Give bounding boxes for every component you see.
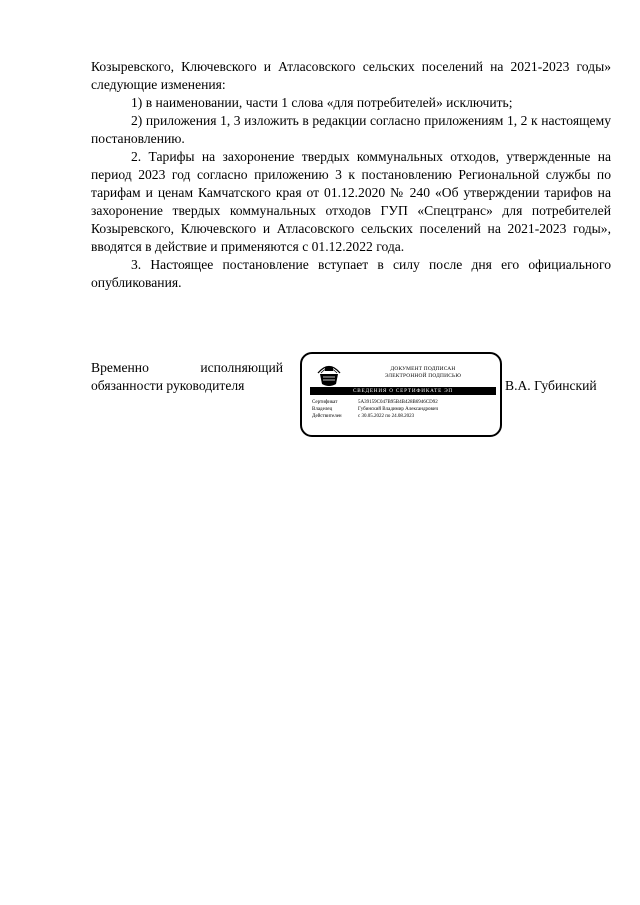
paragraph-item-2: 2) приложения 1, 3 изложить в редакции согласно приложениям 1, 2 к настоящему постановлению. bbox=[91, 113, 611, 146]
stamp-row-value: с 30.05.2022 по 24.08.2023 bbox=[358, 414, 415, 419]
signer-position-line-2: обязанности руководителя bbox=[91, 378, 245, 393]
signer-position-line-1 bbox=[91, 359, 283, 377]
stamp-header-line-1: ДОКУМЕНТ ПОДПИСАН bbox=[390, 366, 456, 372]
signer-position-word-1: Временно bbox=[91, 360, 149, 375]
document-body bbox=[91, 58, 611, 292]
stamp-row-key: Владелец bbox=[312, 407, 333, 412]
paragraph-item-1: 1) в наименовании, части 1 слова «для потребителей» исключить; bbox=[131, 95, 513, 110]
stamp-row-value: Губинский Владимир Александрович bbox=[358, 407, 439, 412]
stamp-row-owner bbox=[312, 406, 498, 413]
paragraph-intro: Козыревского, Ключевского и Атласовского сельских поселений на 2021-2023 годы» следующие изменения: bbox=[91, 59, 611, 92]
stamp-certificate-bar: СВЕДЕНИЯ О СЕРТИФИКАТЕ ЭП bbox=[310, 387, 496, 395]
stamp-row-validity bbox=[312, 413, 498, 420]
coat-of-arms-icon bbox=[314, 362, 344, 388]
paragraph-point-2: 2. Тарифы на захоронение твердых коммунальных отходов, утвержденные на период 2023 год согласно приложению 3 к постановлению Региональной службы по тарифам и ценам Камчатского края от 01.12.2020 № 240 «Об утверждении тарифов на захоронение твердых коммунальных отходов ГУП «Спецтранс» для потребителей Козыревского, Ключевского и Атласовского сельских поселений на 2021-2023 годы», вводятся в действие и применяются с 01.12.2022 года. bbox=[91, 149, 611, 254]
paragraph-point-3: 3. Настоящее постановление вступает в силу после дня его официального опубликования. bbox=[91, 257, 611, 290]
electronic-signature-stamp bbox=[300, 352, 502, 437]
stamp-header-line-2: ЭЛЕКТРОННОЙ ПОДПИСЬЮ bbox=[384, 372, 462, 379]
signer-position bbox=[91, 359, 283, 395]
stamp-row-value: 5A39159C047B95B4B428B6946CD92 bbox=[358, 400, 438, 405]
stamp-header bbox=[348, 366, 498, 379]
stamp-row-key: Сертификат bbox=[312, 400, 338, 405]
stamp-certificate-details bbox=[312, 399, 498, 420]
stamp-row-certificate bbox=[312, 399, 498, 406]
signer-name: В.А. Губинский bbox=[505, 378, 597, 393]
signer-position-word-2: исполняющий bbox=[200, 360, 283, 375]
stamp-row-key: Действителен bbox=[312, 414, 342, 419]
